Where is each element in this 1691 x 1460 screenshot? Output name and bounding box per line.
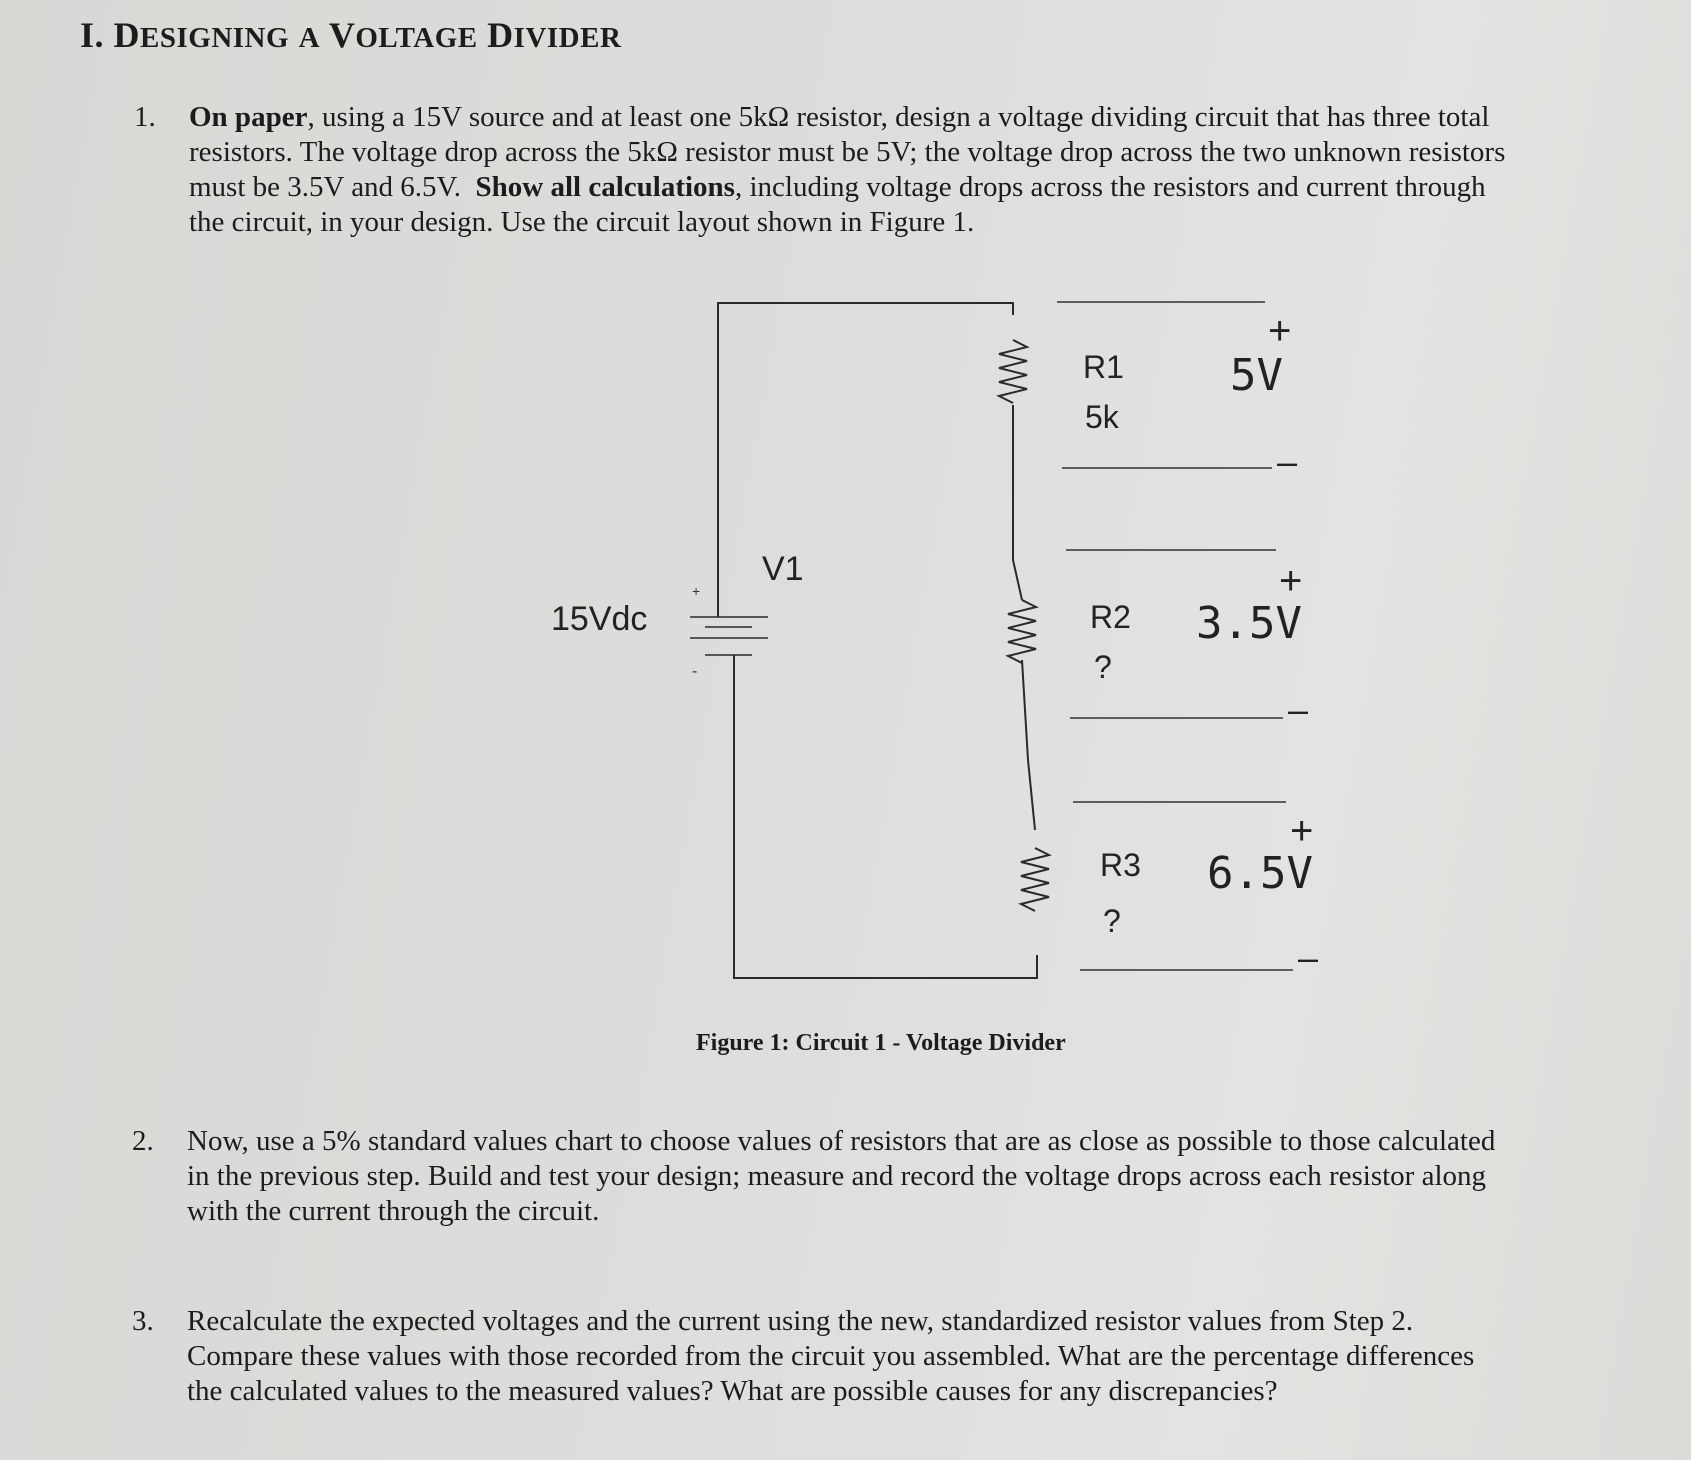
step-line: the calculated values to the measured values? What are possible causes for any discrepancies?: [187, 1375, 1278, 1407]
r2-voltage-label: 3.5V: [1196, 598, 1302, 649]
r1-value-label: 5k: [1085, 399, 1119, 435]
step-number: 2.: [132, 1125, 154, 1157]
step-line: Compare these values with those recorded from the circuit you assembled. What are the percentage differences: [187, 1340, 1475, 1372]
step-line: with the current through the circuit.: [187, 1195, 600, 1227]
step-line: the circuit, in your design. Use the circuit layout shown in Figure 1.: [189, 206, 975, 238]
bottom-wire: [734, 655, 1037, 978]
source-minus-sign: -: [692, 663, 698, 680]
source-plus-sign: +: [692, 583, 701, 599]
r1-name-label: R1: [1083, 349, 1124, 385]
heading-word-a: A: [298, 22, 321, 54]
r1-plus-sign: +: [1268, 309, 1292, 353]
r2-name-label: R2: [1090, 599, 1131, 635]
source-value-label: 15Vdc: [551, 600, 648, 638]
section-number: I.: [80, 15, 105, 55]
step-text: [187, 1124, 1691, 1229]
r3-name-label: R3: [1100, 847, 1141, 883]
r3-plus-sign: +: [1290, 809, 1314, 853]
r2-resistor-symbol: [1008, 600, 1036, 663]
source-name-label: V1: [762, 550, 804, 588]
heading-word-designing: DESIGNING: [113, 15, 290, 55]
heading-word-voltage: VOLTAGE: [328, 15, 478, 55]
r3-resistor-symbol: [1021, 848, 1049, 911]
r1-voltage-label: 5V: [1230, 350, 1283, 401]
r1-resistor-symbol: [999, 340, 1027, 403]
r3-voltage-label: 6.5V: [1207, 848, 1313, 899]
wire-r2-r3: [1022, 660, 1035, 830]
heading-word-divider: DIVIDER: [487, 15, 622, 55]
step-line: in the previous step. Build and test your design; measure and record the voltage drops across each resistor along: [187, 1160, 1487, 1192]
step-line: resistors. The voltage drop across the 5kΩ resistor must be 5V; the voltage drop across the two unknown resistors: [189, 136, 1506, 168]
step-text: [187, 1304, 1691, 1409]
wire-r1-r2: [1013, 405, 1022, 600]
step-number: 3.: [132, 1305, 154, 1337]
r2-minus-sign: –: [1288, 689, 1309, 730]
r2-plus-sign: +: [1279, 559, 1303, 603]
battery-symbol: [690, 612, 768, 665]
r2-value-label: ?: [1094, 649, 1112, 685]
step-line: Recalculate the expected voltages and the current using the new, standardized resistor values from Step 2.: [187, 1305, 1414, 1337]
step-number: 1.: [134, 101, 156, 133]
r3-value-label: ?: [1103, 903, 1121, 939]
figure-caption: Figure 1: Circuit 1 - Voltage Divider: [696, 1030, 1066, 1056]
step-line: must be 3.5V and 6.5V. Show all calculations, including voltage drops across the resistors and current through: [189, 171, 1486, 203]
step-line: Now, use a 5% standard values chart to choose values of resistors that are as close as possible to those calculated: [187, 1125, 1496, 1157]
r1-minus-sign: –: [1277, 441, 1298, 482]
r3-minus-sign: –: [1298, 937, 1319, 978]
step-line: On paper, using a 15V source and at least one 5kΩ resistor, design a voltage dividing circuit that has three total: [189, 101, 1490, 133]
